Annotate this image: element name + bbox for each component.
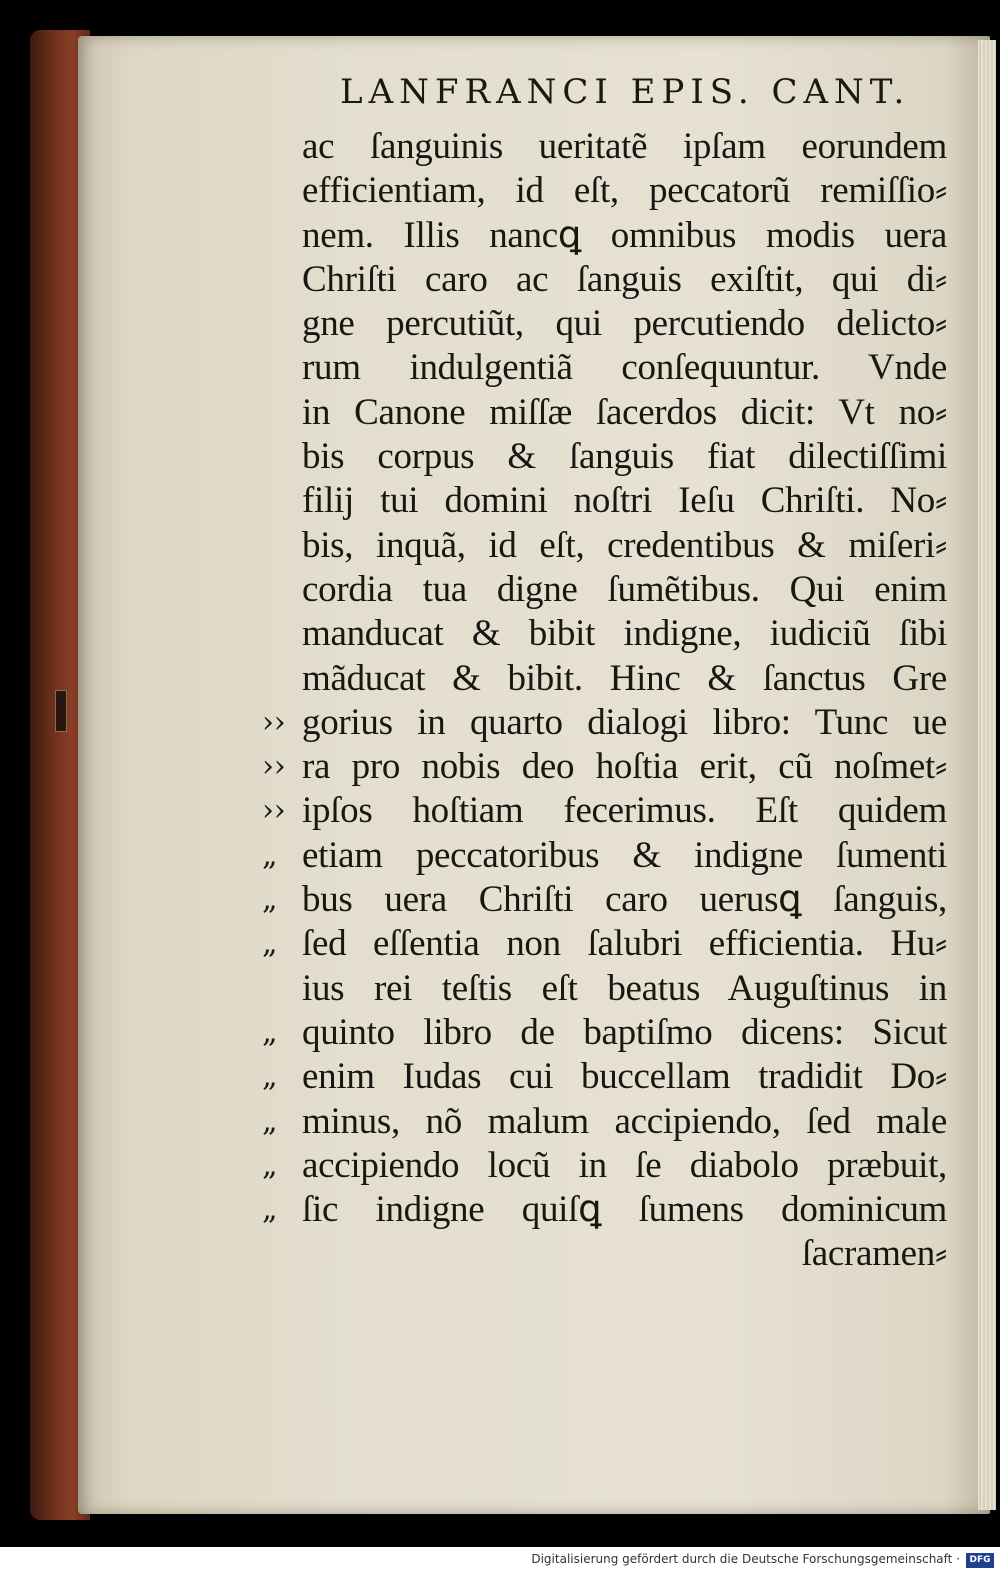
text-line: [302, 524, 952, 568]
quotation-mark: „: [262, 1147, 278, 1183]
running-head: LANFRANCI EPIS. CANT.: [340, 72, 911, 112]
line-text: gne percutiũt, qui percutiendo delicto⸗: [302, 303, 947, 345]
text-line: [302, 169, 952, 213]
text-line: [262, 878, 952, 922]
text-line: [262, 789, 952, 833]
body-text: [262, 125, 952, 1277]
text-line: [262, 922, 952, 966]
line-text: enim Iudas cui buccellam tradidit Do⸗: [302, 1056, 947, 1098]
text-line: [262, 1100, 952, 1144]
page-edges: [978, 40, 996, 1510]
line-text: manducat & bibit indigne, iudiciũ ſibi: [302, 613, 947, 655]
text-line: [302, 346, 952, 390]
text-line: [262, 701, 952, 745]
quotation-mark: „: [262, 1014, 278, 1050]
text-line: [302, 967, 952, 1011]
line-text: ac ſanguinis ueritatẽ ipſam eorundem: [302, 126, 947, 167]
quotation-mark: ››: [262, 704, 286, 740]
text-line: [302, 657, 952, 701]
clasp-mark: [55, 690, 67, 732]
text-line: [302, 214, 952, 258]
line-text: ius rei teſtis eſt beatus Auguſtinus in: [302, 967, 947, 1009]
line-text: mãducat & bibit. Hinc & ſanctus Gre: [302, 657, 947, 699]
quotation-mark: „: [262, 926, 278, 962]
text-line: [262, 745, 952, 789]
line-text: ſed eſſentia non ſalubri efficientia. Hu⸗: [302, 923, 947, 965]
line-text: ra pro nobis deo hoſtia erit, cũ noſmet⸗: [302, 746, 947, 788]
quotation-mark: „: [262, 1192, 278, 1228]
line-text: bis corpus & ſanguis fiat dilectiſſimi: [302, 436, 947, 478]
quotation-mark: ››: [262, 749, 286, 785]
quotation-mark: „: [262, 1059, 278, 1095]
quotation-mark: „: [262, 882, 278, 918]
text-line: [302, 479, 952, 523]
text-line: [302, 258, 952, 302]
line-text: bus uera Chriſti caro uerusꝗ ſanguis,: [302, 879, 947, 921]
line-text: etiam peccatoribus & indigne ſumenti: [302, 834, 947, 876]
quotation-mark: „: [262, 1103, 278, 1139]
quotation-mark: ››: [262, 793, 286, 829]
text-line: [302, 435, 952, 479]
text-line: [302, 125, 952, 169]
line-text: Chriſti caro ac ſanguis exiſtit, qui di⸗: [302, 258, 947, 300]
text-line: [302, 391, 952, 435]
line-text: nem. Illis nancꝗ omnibus modis uera: [302, 214, 947, 256]
line-text: efficientiam, id eſt, peccatorũ remiſſio⸗: [302, 170, 947, 212]
text-line: [302, 302, 952, 346]
line-text: rum indulgentiã conſequuntur. Vnde: [302, 347, 947, 389]
footer-bar: [0, 1547, 1000, 1574]
line-text: gorius in quarto dialogi libro: Tunc ue: [302, 701, 947, 743]
line-text: ſic indigne quiſꝗ ſumens dominicum: [302, 1189, 947, 1231]
line-text: accipiendo locũ in ſe diabolo præbuit,: [302, 1144, 947, 1186]
text-line: [302, 568, 952, 612]
text-line: [262, 834, 952, 878]
text-line: [262, 1144, 952, 1188]
text-line: [262, 1011, 952, 1055]
text-line: [302, 612, 952, 656]
quotation-mark: „: [262, 837, 278, 873]
line-text: minus, nõ malum accipiendo, ſed male: [302, 1100, 947, 1142]
line-text: quinto libro de baptiſmo dicens: Sicut: [302, 1011, 947, 1053]
text-line: [262, 1055, 952, 1099]
line-text: ipſos hoſtiam fecerimus. Eſt quidem: [302, 790, 947, 832]
line-text: filij tui domini noſtri Ieſu Chriſti. No⸗: [302, 480, 947, 522]
line-text: in Canone miſſæ ſacerdos dicit: Vt no⸗: [302, 391, 947, 433]
text-line: [302, 1232, 952, 1276]
text-line: [262, 1188, 952, 1232]
line-text: bis, inquã, id eſt, credentibus & miſeri⸗: [302, 524, 947, 566]
dfg-logo: DFG: [966, 1553, 994, 1568]
line-text: ſacramen⸗: [801, 1233, 947, 1275]
footer-credit: Digitalisierung gefördert durch die Deutsche Forschungsgemeinschaft ·: [531, 1552, 960, 1566]
line-text: cordia tua digne ſumẽtibus. Qui enim: [302, 568, 947, 610]
